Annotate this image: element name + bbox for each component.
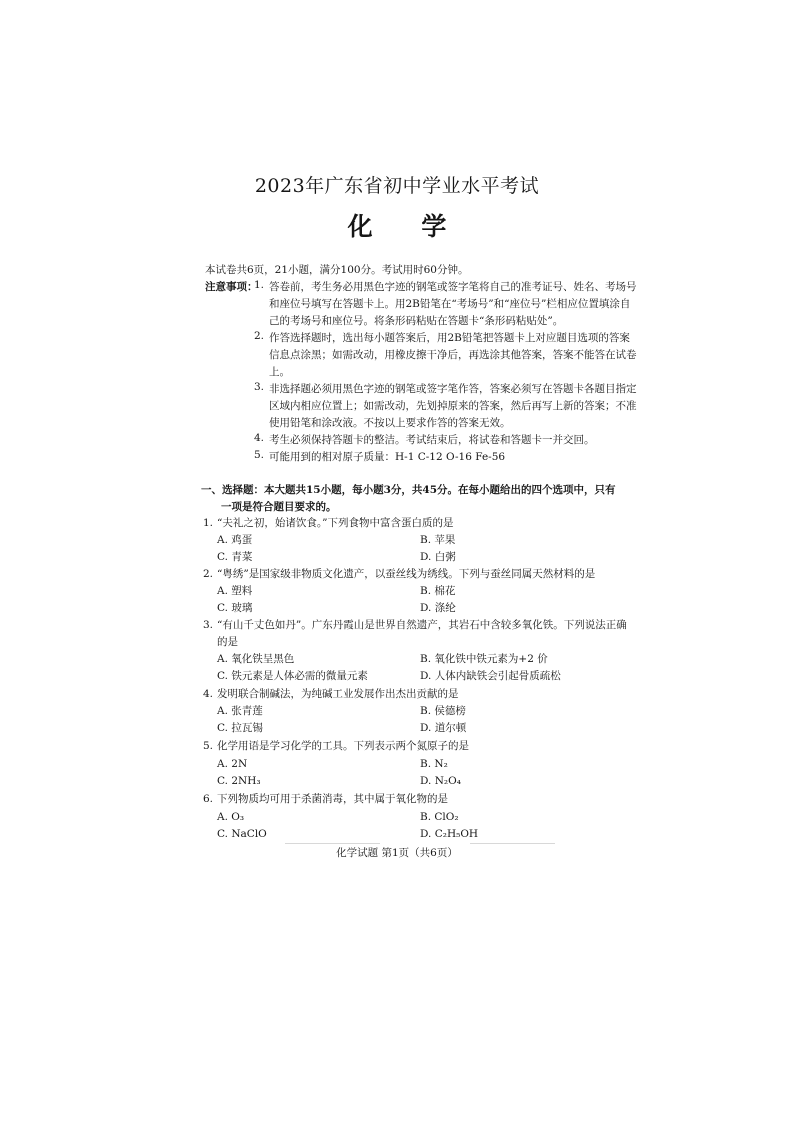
option-a: A. 鸡蛋: [217, 534, 253, 546]
question-stem: [203, 791, 448, 808]
option-b: B. 氧化铁中铁元素为+2 价: [420, 653, 548, 665]
question-text-continued: 的是: [217, 636, 238, 648]
option-a: A. O₃: [217, 811, 245, 823]
question-stem: [203, 515, 454, 532]
option-c: C. 铁元素是人体必需的微量元素: [217, 670, 368, 682]
question-text: “粤绣”是国家级非物质文化遗产，以蚕丝线为绣线。下列与蚕丝同属天然材料的是: [217, 568, 596, 580]
option-d: D. N₂O₄: [420, 775, 461, 787]
question-number: 5.: [203, 740, 214, 752]
question-text: 发明联合制碱法，为纯碱工业发展作出杰出贡献的是: [217, 688, 459, 700]
option-c: C. 青菜: [217, 551, 253, 563]
option-a: A. 张青莲: [217, 705, 263, 717]
section-heading: [201, 482, 621, 516]
option-b: B. N₂: [420, 758, 448, 770]
question-number: 2.: [203, 568, 214, 580]
footer-divider-left: [285, 843, 380, 844]
note-number: 3.: [254, 381, 265, 393]
option-c: C. NaClO: [217, 828, 267, 840]
note-number: 5.: [254, 449, 265, 461]
option-d: D. 人体内缺铁会引起骨质疏松: [420, 670, 561, 682]
exam-intro: 本试卷共6页，21小题，满分100分。考试用时60分钟。: [205, 264, 469, 276]
note-text: 非选择题必须用黑色字迹的钢笔或签字笔作答，答案必须写在答题卡各题目指定区域内相应位置上；如需改动，先划掉原来的答案，然后再写上新的答案；不准使用铅笔和涂改液。不按以上要求作答的答案无效。: [269, 383, 637, 429]
page-footer: 化学试题 第1页（共6页）: [336, 847, 458, 859]
option-b: B. 棉花: [420, 585, 456, 597]
subject-title: 化 学: [347, 212, 467, 241]
question-stem: [203, 617, 627, 634]
option-c: C. 玻璃: [217, 602, 253, 614]
option-b: B. 侯德榜: [420, 705, 466, 717]
question-stem: [203, 566, 595, 583]
section-heading-line1: 一、选择题：本大题共15小题，每小题3分，共45分。在每小题给出的四个选项中，只有: [201, 484, 616, 496]
question-number: 3.: [203, 619, 214, 631]
exam-title: 2023年广东省初中学业水平考试: [254, 175, 540, 197]
note-number: 2.: [254, 330, 265, 342]
notes-label: 注意事项：: [205, 281, 258, 293]
option-a: A. 塑料: [217, 585, 253, 597]
note-text: 可能用到的相对原子质量：H-1 C-12 O-16 Fe-56: [269, 451, 506, 463]
question-text: 化学用语是学习化学的工具。下列表示两个氮原子的是: [217, 740, 469, 752]
option-a: A. 2N: [217, 758, 248, 770]
section-heading-line2: 一项是符合题目要求的。: [221, 501, 337, 513]
question-stem: [203, 686, 459, 703]
note-number: 1.: [254, 279, 265, 291]
option-c: C. 拉瓦锡: [217, 722, 263, 734]
question-text: “有山千丈色如丹”。广东丹霞山是世界自然遗产，其岩石中含较多氧化铁。下列说法正确: [217, 619, 627, 631]
note-text: 作答选择题时，选出每小题答案后，用2B铅笔把答题卡上对应题目选项的答案信息点涂黑；如需改动，用橡皮擦干净后，再选涂其他答案，答案不能答在试卷上。: [269, 332, 637, 378]
option-b: B. ClO₂: [420, 811, 459, 823]
note-number: 4.: [254, 432, 265, 444]
option-d: D. 道尔顿: [420, 722, 467, 734]
question-number: 1.: [203, 517, 214, 529]
option-d: D. 涤纶: [420, 602, 456, 614]
question-stem: [203, 738, 469, 755]
option-d: D. C₂H₅OH: [420, 828, 479, 840]
note-text: 考生必须保持答题卡的整洁。考试结束后，将试卷和答题卡一并交回。: [269, 434, 595, 446]
option-a: A. 氧化铁呈黑色: [217, 653, 295, 665]
question-number: 6.: [203, 793, 214, 805]
option-c: C. 2NH₃: [217, 775, 261, 787]
note-text: 答卷前，考生务必用黑色字迹的钢笔或签字笔将自己的准考证号、姓名、考场号和座位号填写在答题卡上。用2B铅笔在“考场号”和“座位号”栏相应位置填涂自己的考场号和座位号。将条形码粘贴在答题卡“条形码粘贴处”。: [269, 281, 637, 327]
question-text: 下列物质均可用于杀菌消毒，其中属于氧化物的是: [217, 793, 448, 805]
option-d: D. 白粥: [420, 551, 456, 563]
question-text: “夫礼之初，始诸饮食。”下列食物中富含蛋白质的是: [217, 517, 454, 529]
question-number: 4.: [203, 688, 214, 700]
footer-divider-right: [470, 843, 555, 844]
option-b: B. 苹果: [420, 534, 456, 546]
